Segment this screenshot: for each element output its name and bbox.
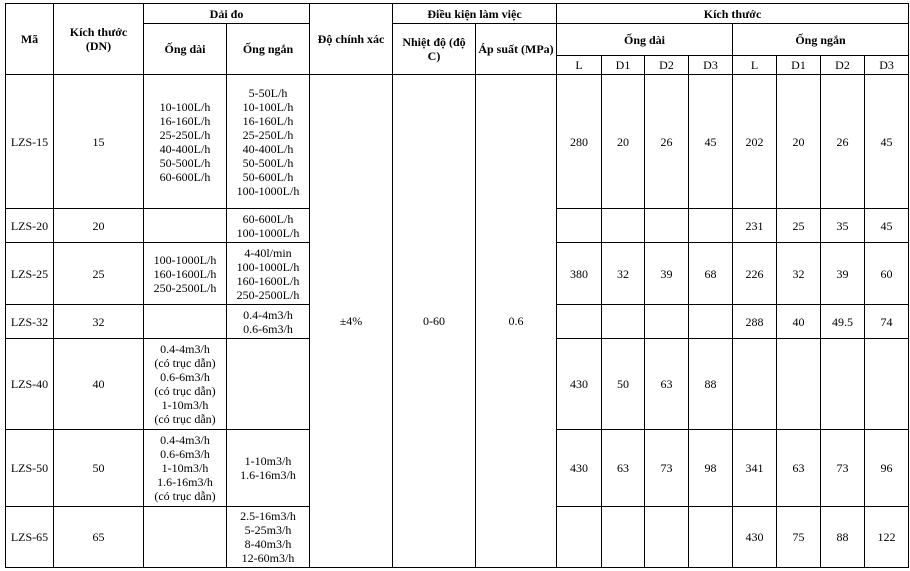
dim-header-d3: D3 <box>865 56 909 75</box>
range-long-pipe: 10-100L/h 16-160L/h 25-250L/h 40-400L/h 50-500L/h 60-600L/h <box>144 75 227 209</box>
header-dai-do: Dải đo <box>144 4 310 24</box>
long-l: 380 <box>557 243 602 305</box>
short-d1: 25 <box>777 209 821 243</box>
short-d3: 74 <box>865 305 909 339</box>
short-d1: 40 <box>777 305 821 339</box>
nominal-size: 32 <box>54 305 144 339</box>
range-short-pipe: 1-10m3/h 1.6-16m3/h <box>227 430 310 507</box>
long-d2: 26 <box>645 75 689 209</box>
long-l: 280 <box>557 75 602 209</box>
short-d2: 88 <box>821 507 865 568</box>
range-short-pipe: 60-600L/h 100-1000L/h <box>227 209 310 243</box>
header-ma: Mã <box>6 4 54 75</box>
long-d3: 45 <box>689 75 733 209</box>
long-d2: 63 <box>645 339 689 430</box>
nominal-size: 20 <box>54 209 144 243</box>
long-d3: 88 <box>689 339 733 430</box>
range-long-pipe: 0.4-4m3/h (có trục dẫn) 0.6-6m3/h (có trục dẫn) 1-10m3/h (có trục dẫn) <box>144 339 227 430</box>
model-code: LZS-15 <box>6 75 54 209</box>
long-l: 430 <box>557 430 602 507</box>
range-long-pipe: 100-1000L/h 160-1600L/h 250-2500L/h <box>144 243 227 305</box>
long-d2: 39 <box>645 243 689 305</box>
short-l: 288 <box>733 305 777 339</box>
range-long-pipe <box>144 507 227 568</box>
short-d1: 20 <box>777 75 821 209</box>
long-d1 <box>602 507 645 568</box>
dim-header-d3: D3 <box>689 56 733 75</box>
dim-header-d2: D2 <box>645 56 689 75</box>
header-dims-ong-dai: Ống dài <box>557 24 733 56</box>
header-range-ong-dai: Ống dài <box>144 24 227 75</box>
range-long-pipe <box>144 305 227 339</box>
short-d1 <box>777 339 821 430</box>
short-l: 226 <box>733 243 777 305</box>
long-d1: 32 <box>602 243 645 305</box>
model-code: LZS-50 <box>6 430 54 507</box>
short-d1: 75 <box>777 507 821 568</box>
model-code: LZS-25 <box>6 243 54 305</box>
short-d3: 45 <box>865 75 909 209</box>
long-d2 <box>645 305 689 339</box>
nominal-size: 15 <box>54 75 144 209</box>
model-code: LZS-32 <box>6 305 54 339</box>
range-long-pipe <box>144 209 227 243</box>
long-l <box>557 305 602 339</box>
model-code: LZS-40 <box>6 339 54 430</box>
long-d1: 20 <box>602 75 645 209</box>
header-ap-suat: Áp suất (MPa) <box>476 24 557 75</box>
long-l <box>557 507 602 568</box>
nominal-size: 65 <box>54 507 144 568</box>
model-code: LZS-20 <box>6 209 54 243</box>
long-d1 <box>602 305 645 339</box>
short-l: 202 <box>733 75 777 209</box>
long-d2 <box>645 507 689 568</box>
short-d2 <box>821 339 865 430</box>
long-d1: 50 <box>602 339 645 430</box>
long-d3 <box>689 209 733 243</box>
dim-header-l: L <box>557 56 602 75</box>
short-d3: 96 <box>865 430 909 507</box>
range-short-pipe <box>227 339 310 430</box>
short-l: 231 <box>733 209 777 243</box>
short-d2: 49.5 <box>821 305 865 339</box>
dim-header-d2: D2 <box>821 56 865 75</box>
long-d1: 63 <box>602 430 645 507</box>
table-row <box>6 75 909 209</box>
range-short-pipe: 5-50L/h 10-100L/h 16-160L/h 25-250L/h 40-400L/h 50-500L/h 50-600L/h 100-1000L/h <box>227 75 310 209</box>
spec-table <box>5 3 909 568</box>
short-d3: 45 <box>865 209 909 243</box>
short-d3: 122 <box>865 507 909 568</box>
long-d2 <box>645 209 689 243</box>
header-nhiet-do: Nhiệt độ (độ C) <box>393 24 476 75</box>
model-code: LZS-65 <box>6 507 54 568</box>
range-short-pipe: 2.5-16m3/h 5-25m3/h 8-40m3/h 12-60m3/h <box>227 507 310 568</box>
long-d1 <box>602 209 645 243</box>
dim-header-l: L <box>733 56 777 75</box>
header-dims-ong-ngan: Ống ngắn <box>733 24 909 56</box>
range-long-pipe: 0.4-4m3/h 0.6-6m3/h 1-10m3/h 1.6-16m3/h (có trục dẫn) <box>144 430 227 507</box>
dim-header-d1: D1 <box>602 56 645 75</box>
long-d3 <box>689 507 733 568</box>
short-d2: 26 <box>821 75 865 209</box>
long-l: 430 <box>557 339 602 430</box>
nominal-size: 25 <box>54 243 144 305</box>
nominal-size: 40 <box>54 339 144 430</box>
short-d1: 63 <box>777 430 821 507</box>
temperature-cell: 0-60 <box>393 75 476 568</box>
header-kich-thuoc: Kích thước <box>557 4 909 24</box>
long-d3 <box>689 305 733 339</box>
short-l: 430 <box>733 507 777 568</box>
long-l <box>557 209 602 243</box>
dim-header-d1: D1 <box>777 56 821 75</box>
header-do-chinh-xac: Độ chính xác <box>310 4 393 75</box>
range-short-pipe: 0.4-4m3/h 0.6-6m3/h <box>227 305 310 339</box>
short-d2: 73 <box>821 430 865 507</box>
short-d2: 39 <box>821 243 865 305</box>
pressure-cell: 0.6 <box>476 75 557 568</box>
range-short-pipe: 4-40l/min 100-1000L/h 160-1600L/h 250-2500L/h <box>227 243 310 305</box>
header-dieu-kien: Điều kiện làm việc <box>393 4 557 24</box>
short-d3 <box>865 339 909 430</box>
long-d3: 68 <box>689 243 733 305</box>
long-d3: 98 <box>689 430 733 507</box>
accuracy-cell: ±4% <box>310 75 393 568</box>
short-l <box>733 339 777 430</box>
nominal-size: 50 <box>54 430 144 507</box>
header-range-ong-ngan: Ống ngắn <box>227 24 310 75</box>
long-d2: 73 <box>645 430 689 507</box>
short-l: 341 <box>733 430 777 507</box>
short-d3: 60 <box>865 243 909 305</box>
short-d2: 35 <box>821 209 865 243</box>
short-d1: 32 <box>777 243 821 305</box>
header-dn: Kích thước (DN) <box>54 4 144 75</box>
